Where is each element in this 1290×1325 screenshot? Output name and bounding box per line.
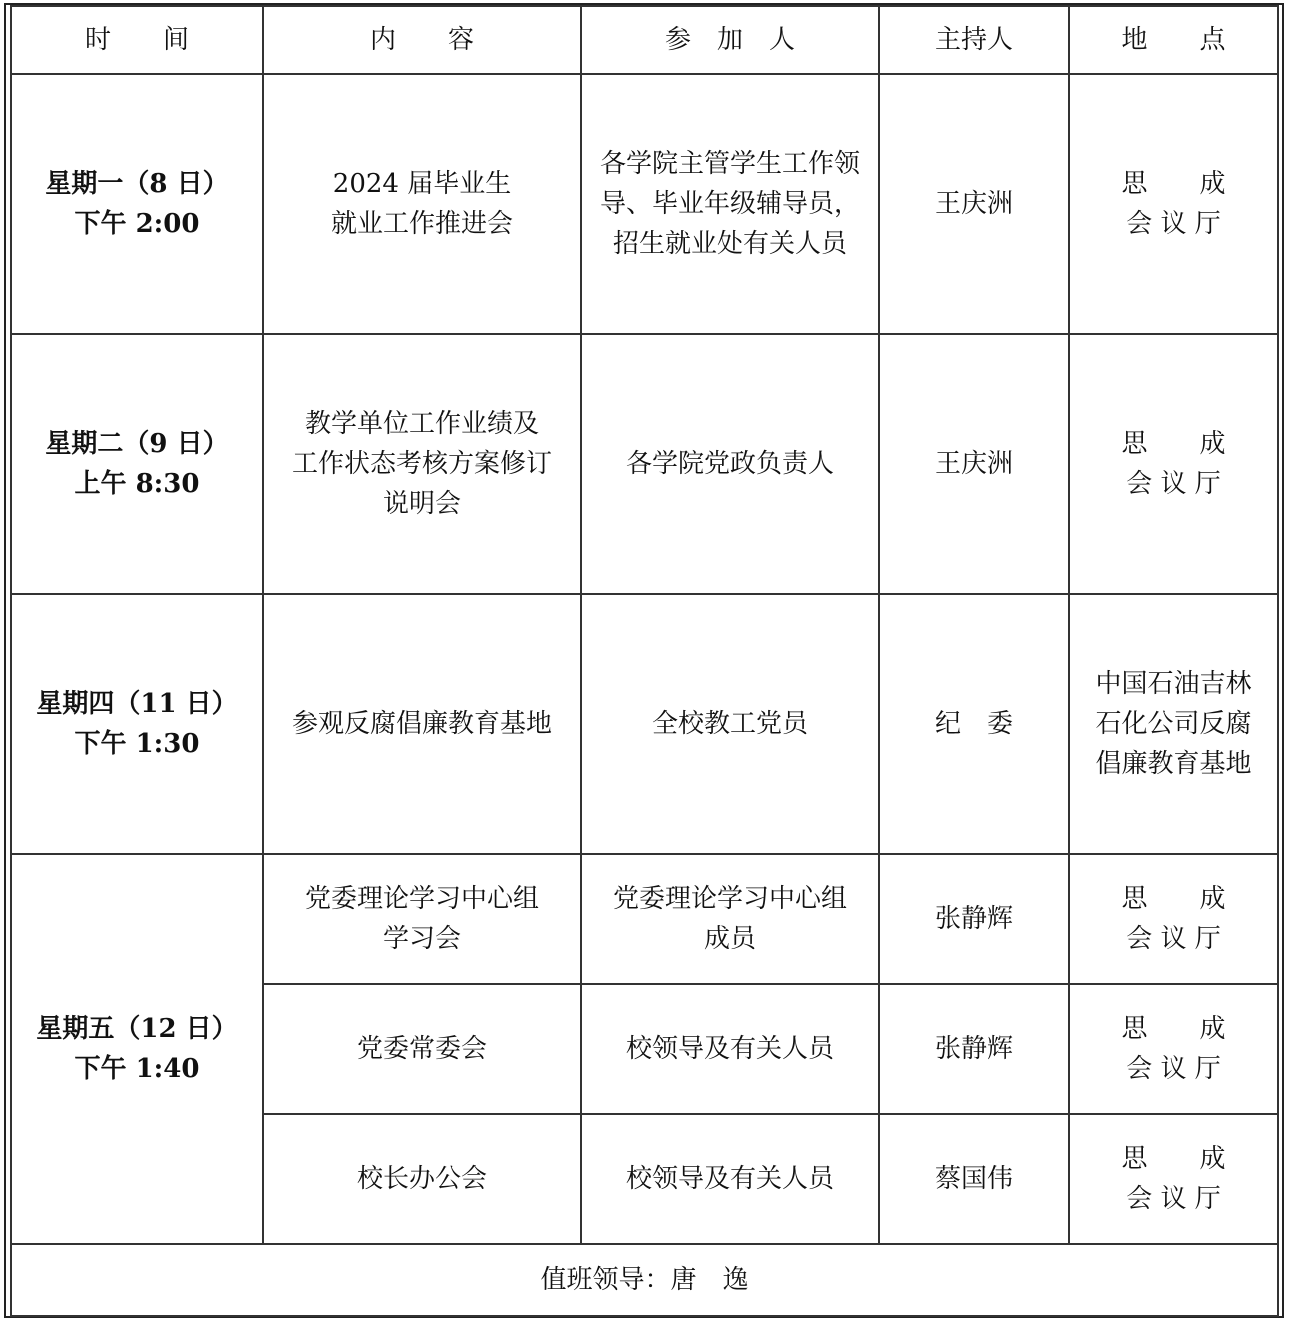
content-cell: [263, 1114, 581, 1244]
header-content: 内 容: [263, 6, 581, 74]
participants-line: 各学院主管学生工作领: [599, 149, 860, 179]
participants-line: 全校教工党员: [651, 709, 808, 739]
host-cell: 王庆洲: [879, 74, 1069, 334]
content-line: 学习会: [382, 924, 461, 954]
table-row: [11, 334, 1278, 594]
content-line: 工作状态考核方案修订: [291, 449, 552, 479]
host-cell: 张静辉: [879, 984, 1069, 1114]
participants-line: 校领导及有关人员: [625, 1034, 834, 1064]
venue-line: 会 议 厅: [1126, 924, 1221, 954]
content-cell: [263, 594, 581, 854]
venue-line: 思 成: [1121, 169, 1226, 199]
participants-line: 党委理论学习中心组: [612, 884, 847, 914]
header-time: 时 间: [11, 6, 263, 74]
venue-cell: [1069, 74, 1278, 334]
header-participants: 参 加 人: [581, 6, 879, 74]
content-line: 就业工作推进会: [330, 209, 513, 239]
participants-line: 招生就业处有关人员: [612, 229, 847, 259]
participants-line: 校领导及有关人员: [625, 1164, 834, 1194]
header-host: 主持人: [879, 6, 1069, 74]
host-cell: 纪 委: [879, 594, 1069, 854]
meeting-schedule-table: [10, 5, 1279, 1317]
venue-line: 思 成: [1121, 884, 1226, 914]
participants-cell: [581, 334, 879, 594]
participants-cell: [581, 854, 879, 984]
participants-cell: [581, 74, 879, 334]
table-header-row: [11, 6, 1278, 74]
content-line: 校长办公会: [356, 1164, 487, 1194]
venue-line: 思 成: [1121, 1014, 1226, 1044]
content-line: 说明会: [382, 489, 461, 519]
duty-leader: 值班领导：唐 逸: [11, 1244, 1278, 1316]
venue-line: 思 成: [1121, 1144, 1226, 1174]
day-label: 星期二（9 日）: [45, 429, 229, 459]
time-cell: [11, 594, 263, 854]
time-cell: [11, 74, 263, 334]
content-cell: [263, 984, 581, 1114]
participants-line: 各学院党政负责人: [625, 449, 834, 479]
day-label: 星期一（8 日）: [45, 169, 229, 199]
footer-row: [11, 1244, 1278, 1316]
venue-cell: [1069, 984, 1278, 1114]
participants-cell: [581, 984, 879, 1114]
time-label: 下午 1:40: [74, 1054, 200, 1084]
content-line: 党委常委会: [356, 1034, 487, 1064]
time-label: 下午 2:00: [74, 209, 200, 239]
venue-cell: [1069, 1114, 1278, 1244]
participants-line: 导、毕业年级辅导员，: [599, 189, 860, 219]
venue-cell: [1069, 334, 1278, 594]
day-label: 星期四（11 日）: [36, 689, 238, 719]
venue-cell: [1069, 854, 1278, 984]
content-cell: [263, 74, 581, 334]
participants-line: 成员: [703, 924, 756, 954]
content-line: 参观反腐倡廉教育基地: [291, 709, 552, 739]
header-venue: 地 点: [1069, 6, 1278, 74]
content-line: 党委理论学习中心组: [304, 884, 539, 914]
content-line: 2024 届毕业生: [332, 169, 512, 199]
host-cell: 王庆洲: [879, 334, 1069, 594]
time-cell: [11, 334, 263, 594]
host-cell: 张静辉: [879, 854, 1069, 984]
venue-line: 会 议 厅: [1126, 1184, 1221, 1214]
table-row: [11, 854, 1278, 984]
venue-line: 倡廉教育基地: [1095, 749, 1252, 779]
content-cell: [263, 334, 581, 594]
host-cell: 蔡国伟: [879, 1114, 1069, 1244]
time-label: 下午 1:30: [74, 729, 200, 759]
content-line: 教学单位工作业绩及: [304, 409, 539, 439]
content-cell: [263, 854, 581, 984]
venue-cell: [1069, 594, 1278, 854]
venue-line: 会 议 厅: [1126, 469, 1221, 499]
participants-cell: [581, 1114, 879, 1244]
table-row: [11, 74, 1278, 334]
day-label: 星期五（12 日）: [36, 1014, 238, 1044]
time-cell: [11, 854, 263, 1244]
venue-line: 会 议 厅: [1126, 209, 1221, 239]
table-row: [11, 594, 1278, 854]
participants-cell: [581, 594, 879, 854]
venue-line: 会 议 厅: [1126, 1054, 1221, 1084]
venue-line: 中国石油吉林: [1095, 669, 1252, 699]
venue-line: 思 成: [1121, 429, 1226, 459]
time-label: 上午 8:30: [74, 469, 200, 499]
venue-line: 石化公司反腐: [1095, 709, 1252, 739]
